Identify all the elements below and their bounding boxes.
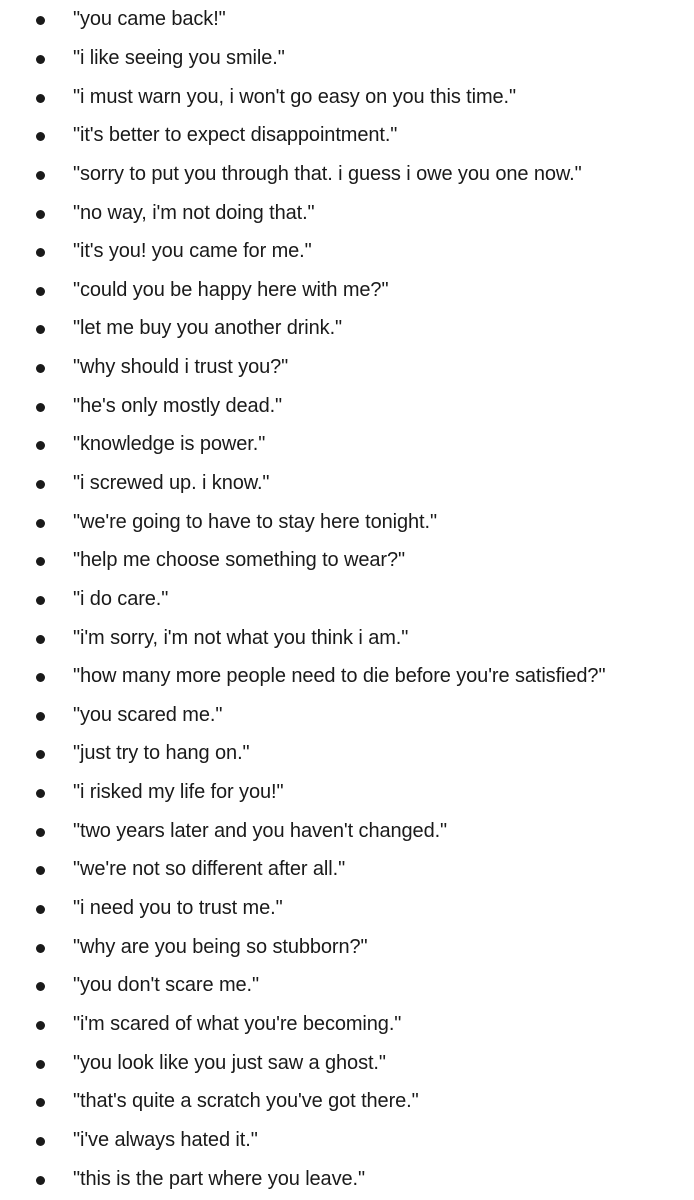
- list-item: [0, 696, 694, 735]
- list-item: [0, 811, 694, 850]
- prompt-text: "it's you! you came for me.": [73, 240, 312, 263]
- list-item: [0, 0, 694, 39]
- list-item: [0, 77, 694, 116]
- list-item: [0, 1121, 694, 1160]
- prompt-text: "help me choose something to wear?": [73, 549, 405, 572]
- list-item: [0, 657, 694, 696]
- bullet-icon: [36, 789, 45, 798]
- prompt-text: "i'm scared of what you're becoming.": [73, 1012, 402, 1035]
- list-item: [0, 386, 694, 425]
- bullet-icon: [36, 828, 45, 837]
- list-item: [0, 1005, 694, 1044]
- list-item: [0, 193, 694, 232]
- list-item: [0, 348, 694, 387]
- prompt-text: "this is the part where you leave.": [73, 1167, 365, 1190]
- bullet-icon: [36, 94, 45, 103]
- list-item: [0, 502, 694, 541]
- bullet-icon: [36, 905, 45, 914]
- list-item: [0, 270, 694, 309]
- prompt-text: "it's better to expect disappointment.": [73, 124, 398, 147]
- bullet-icon: [36, 1137, 45, 1146]
- bullet-icon: [36, 441, 45, 450]
- list-item: [0, 1082, 694, 1121]
- prompt-text: "i do care.": [73, 587, 169, 610]
- prompt-text: "sorry to put you through that. i guess i owe you one now.": [73, 162, 582, 185]
- bullet-icon: [36, 557, 45, 566]
- list-item: [0, 889, 694, 928]
- bullet-icon: [36, 1060, 45, 1069]
- bullet-icon: [36, 171, 45, 180]
- prompt-text: "how many more people need to die before you're satisfied?": [73, 665, 606, 688]
- prompt-text: "i must warn you, i won't go easy on you this time.": [73, 85, 517, 108]
- prompt-text: "i risked my life for you!": [73, 781, 284, 804]
- bullet-icon: [36, 635, 45, 644]
- prompt-text: "i'm sorry, i'm not what you think i am.": [73, 626, 409, 649]
- prompt-text: "we're going to have to stay here tonight.": [73, 510, 437, 533]
- bullet-icon: [36, 750, 45, 759]
- list-item: [0, 116, 694, 155]
- bullet-icon: [36, 982, 45, 991]
- list-item: [0, 155, 694, 194]
- bullet-icon: [36, 944, 45, 953]
- prompt-text: "you scared me.": [73, 703, 223, 726]
- prompt-text: "you look like you just saw a ghost.": [73, 1051, 386, 1074]
- list-item: [0, 1043, 694, 1082]
- bullet-icon: [36, 1021, 45, 1030]
- list-item: [0, 734, 694, 773]
- bullet-icon: [36, 364, 45, 373]
- bullet-icon: [36, 866, 45, 875]
- prompt-text: "you came back!": [73, 8, 226, 31]
- list-item: [0, 580, 694, 619]
- bullet-icon: [36, 519, 45, 528]
- list-item: [0, 850, 694, 889]
- bullet-icon: [36, 1176, 45, 1185]
- bullet-icon: [36, 16, 45, 25]
- list-item: [0, 966, 694, 1005]
- prompt-text: "just try to hang on.": [73, 742, 250, 765]
- prompt-text: "i like seeing you smile.": [73, 46, 285, 69]
- prompt-text: "he's only mostly dead.": [73, 394, 283, 417]
- prompt-text: "you don't scare me.": [73, 974, 260, 997]
- list-item: [0, 773, 694, 812]
- prompt-text: "i've always hated it.": [73, 1128, 258, 1151]
- list-item: [0, 618, 694, 657]
- prompt-text: "that's quite a scratch you've got there.": [73, 1090, 419, 1113]
- prompt-text: "why should i trust you?": [73, 356, 289, 379]
- bullet-icon: [36, 325, 45, 334]
- prompt-text: "two years later and you haven't changed.": [73, 819, 448, 842]
- list-item: [0, 541, 694, 580]
- bullet-icon: [36, 248, 45, 257]
- bullet-icon: [36, 1098, 45, 1107]
- bullet-icon: [36, 132, 45, 141]
- list-item: [0, 927, 694, 966]
- list-item: [0, 464, 694, 503]
- bullet-icon: [36, 287, 45, 296]
- prompt-text: "no way, i'm not doing that.": [73, 201, 315, 224]
- bullet-icon: [36, 596, 45, 605]
- prompt-text: "we're not so different after all.": [73, 858, 346, 881]
- list-item: [0, 425, 694, 464]
- prompt-text: "let me buy you another drink.": [73, 317, 343, 340]
- bullet-icon: [36, 712, 45, 721]
- list-item: [0, 309, 694, 348]
- bullet-icon: [36, 673, 45, 682]
- list-item: [0, 1159, 694, 1198]
- prompt-text: "i screwed up. i know.": [73, 472, 270, 494]
- bullet-icon: [36, 403, 45, 412]
- prompt-text: "could you be happy here with me?": [73, 278, 389, 301]
- prompt-text: "i need you to trust me.": [73, 897, 283, 920]
- bullet-icon: [36, 480, 45, 489]
- prompt-text: "why are you being so stubborn?": [73, 935, 368, 958]
- list-item: [0, 232, 694, 271]
- list-item: [0, 39, 694, 78]
- prompt-text: "knowledge is power.": [73, 433, 266, 456]
- bullet-icon: [36, 210, 45, 219]
- bullet-icon: [36, 55, 45, 64]
